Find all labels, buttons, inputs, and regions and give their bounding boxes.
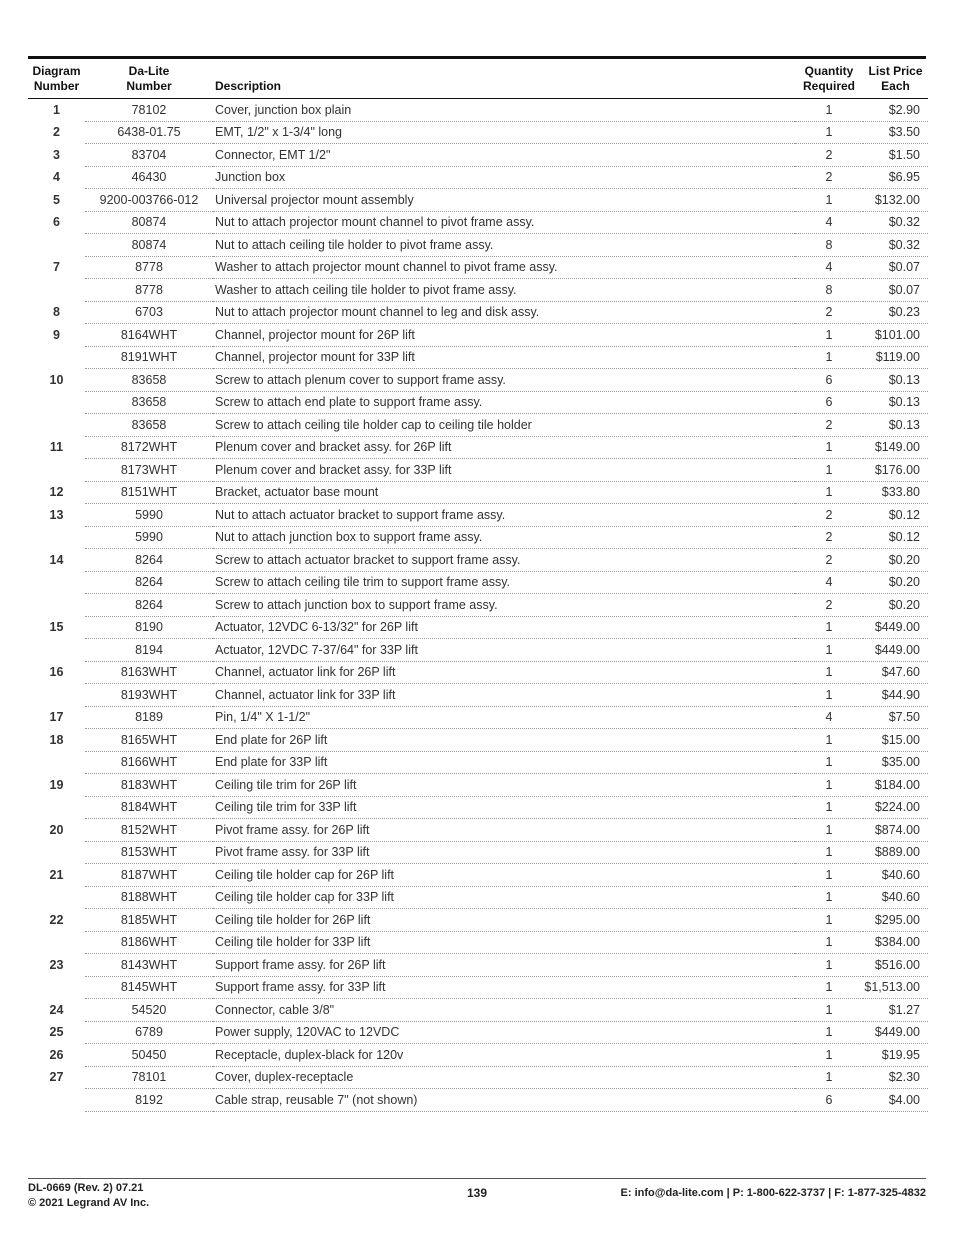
price-cell: $889.00 — [863, 841, 928, 864]
price-cell: $1.50 — [863, 144, 928, 167]
description-cell: Connector, cable 3/8" — [213, 999, 795, 1022]
parts-table-header — [28, 62, 928, 99]
description-cell: Ceiling tile holder for 33P lift — [213, 931, 795, 954]
quantity-cell: 1 — [795, 999, 863, 1022]
price-cell: $1.27 — [863, 999, 928, 1022]
diagram-number-cell: 15 — [49, 620, 64, 635]
price-cell: $449.00 — [863, 1021, 928, 1044]
description-cell: Channel, actuator link for 26P lift — [213, 661, 795, 684]
description-cell: Washer to attach ceiling tile holder to pivot frame assy. — [213, 279, 795, 302]
price-cell: $33.80 — [863, 481, 928, 504]
price-cell: $132.00 — [863, 189, 928, 212]
description-cell: Actuator, 12VDC 7-37/64" for 33P lift — [213, 639, 795, 662]
table-row — [28, 616, 928, 639]
description-cell: Nut to attach actuator bracket to support frame assy. — [213, 504, 795, 527]
header-description-label: Description — [215, 79, 282, 93]
price-cell: $2.30 — [863, 1066, 928, 1089]
header-diagram-line2: Number — [33, 79, 80, 93]
diagram-number-cell: 14 — [49, 552, 64, 567]
price-cell: $0.20 — [863, 549, 928, 572]
description-cell: Channel, projector mount for 26P lift — [213, 324, 795, 347]
diagram-number-cell — [28, 796, 85, 819]
part-number-cell: 8143WHT — [85, 954, 213, 977]
quantity-cell: 1 — [795, 121, 863, 144]
part-number-cell: 8192 — [85, 1089, 213, 1112]
part-number-cell: 8264 — [85, 571, 213, 594]
table-row — [28, 661, 928, 684]
table-row — [28, 189, 928, 212]
description-cell: Nut to attach projector mount channel to leg and disk assy. — [213, 301, 795, 324]
description-cell: End plate for 33P lift — [213, 751, 795, 774]
part-number-cell: 8166WHT — [85, 751, 213, 774]
part-number-cell: 54520 — [85, 999, 213, 1022]
price-cell: $2.90 — [863, 99, 928, 122]
parts-table-body — [28, 99, 928, 1112]
diagram-number-cell: 22 — [49, 912, 64, 927]
top-rule — [28, 56, 926, 59]
footer-rule — [28, 1178, 926, 1179]
part-number-cell: 6703 — [85, 301, 213, 324]
table-row — [28, 954, 928, 977]
part-number-cell: 8165WHT — [85, 729, 213, 752]
diagram-number-cell: 2 — [53, 125, 60, 140]
diagram-number-cell: 27 — [49, 1070, 64, 1085]
table-row — [28, 886, 928, 909]
quantity-cell: 2 — [795, 549, 863, 572]
contact-info: E: info@da-lite.com | P: 1-800-622-3737 | F: 1-877-325-4832 — [620, 1187, 926, 1199]
diagram-number-cell — [28, 279, 85, 302]
diagram-number-cell — [28, 1089, 85, 1112]
diagram-number-cell: 8 — [53, 305, 60, 320]
footer-left — [28, 1181, 149, 1211]
part-number-cell: 8193WHT — [85, 684, 213, 707]
copyright: © 2021 Legrand AV Inc. — [28, 1197, 150, 1209]
quantity-cell: 1 — [795, 886, 863, 909]
price-cell: $40.60 — [863, 864, 928, 887]
table-row — [28, 144, 928, 167]
diagram-number-cell: 3 — [53, 147, 60, 162]
part-number-cell: 8152WHT — [85, 819, 213, 842]
diagram-number-cell: 17 — [49, 710, 64, 725]
price-cell: $3.50 — [863, 121, 928, 144]
price-cell: $47.60 — [863, 661, 928, 684]
diagram-number-cell — [28, 751, 85, 774]
quantity-cell: 1 — [795, 1066, 863, 1089]
description-cell: Screw to attach junction box to support frame assy. — [213, 594, 795, 617]
header-quantity — [795, 62, 863, 99]
part-number-cell: 78102 — [85, 99, 213, 122]
part-number-cell: 8189 — [85, 706, 213, 729]
table-row — [28, 414, 928, 437]
description-cell: Screw to attach ceiling tile holder cap to ceiling tile holder — [213, 414, 795, 437]
price-cell: $19.95 — [863, 1044, 928, 1067]
header-diagram-number — [28, 62, 85, 99]
price-cell: $0.32 — [863, 234, 928, 257]
part-number-cell: 8183WHT — [85, 774, 213, 797]
table-row — [28, 211, 928, 234]
diagram-number-cell — [28, 594, 85, 617]
price-cell: $0.13 — [863, 391, 928, 414]
table-row — [28, 909, 928, 932]
table-row — [28, 706, 928, 729]
part-number-cell: 6438-01.75 — [85, 121, 213, 144]
quantity-cell: 4 — [795, 706, 863, 729]
part-number-cell: 6789 — [85, 1021, 213, 1044]
diagram-number-cell: 19 — [49, 777, 64, 792]
quantity-cell: 1 — [795, 954, 863, 977]
diagram-number-cell: 9 — [53, 327, 60, 342]
part-number-cell: 5990 — [85, 504, 213, 527]
diagram-number-cell: 21 — [49, 867, 64, 882]
description-cell: Ceiling tile trim for 33P lift — [213, 796, 795, 819]
part-number-cell: 8188WHT — [85, 886, 213, 909]
quantity-cell: 1 — [795, 346, 863, 369]
diagram-number-cell: 1 — [53, 103, 60, 117]
price-cell: $0.12 — [863, 526, 928, 549]
price-cell: $101.00 — [863, 324, 928, 347]
price-cell: $874.00 — [863, 819, 928, 842]
description-cell: Nut to attach projector mount channel to pivot frame assy. — [213, 211, 795, 234]
diagram-number-cell — [28, 391, 85, 414]
diagram-number-cell — [28, 684, 85, 707]
part-number-cell: 8185WHT — [85, 909, 213, 932]
part-number-cell: 83658 — [85, 414, 213, 437]
header-qty-line1: Quantity — [804, 64, 854, 78]
price-cell: $7.50 — [863, 706, 928, 729]
table-row — [28, 571, 928, 594]
price-cell: $0.12 — [863, 504, 928, 527]
diagram-number-cell — [28, 976, 85, 999]
header-part-number — [85, 62, 213, 99]
diagram-number-cell: 13 — [49, 507, 64, 522]
table-row — [28, 594, 928, 617]
quantity-cell: 1 — [795, 481, 863, 504]
quantity-cell: 4 — [795, 211, 863, 234]
price-cell: $0.23 — [863, 301, 928, 324]
price-cell: $0.07 — [863, 256, 928, 279]
diagram-number-cell: 24 — [49, 1002, 64, 1017]
header-price-line2: Each — [881, 79, 910, 93]
table-row — [28, 1044, 928, 1067]
description-cell: Ceiling tile holder for 26P lift — [213, 909, 795, 932]
diagram-number-cell: 23 — [49, 957, 64, 972]
part-number-cell: 80874 — [85, 234, 213, 257]
part-number-cell: 8173WHT — [85, 459, 213, 482]
quantity-cell: 2 — [795, 414, 863, 437]
price-cell: $0.20 — [863, 571, 928, 594]
diagram-number-cell: 5 — [53, 192, 60, 207]
quantity-cell: 1 — [795, 459, 863, 482]
quantity-cell: 6 — [795, 1089, 863, 1112]
header-part-line2: Number — [126, 79, 172, 93]
price-cell: $119.00 — [863, 346, 928, 369]
part-number-cell: 8163WHT — [85, 661, 213, 684]
part-number-cell: 5990 — [85, 526, 213, 549]
table-row — [28, 121, 928, 144]
price-cell: $149.00 — [863, 436, 928, 459]
quantity-cell: 1 — [795, 819, 863, 842]
part-number-cell: 8778 — [85, 279, 213, 302]
table-row — [28, 324, 928, 347]
part-number-cell: 83658 — [85, 391, 213, 414]
diagram-number-cell: 18 — [49, 732, 64, 747]
price-cell: $15.00 — [863, 729, 928, 752]
description-cell: Channel, projector mount for 33P lift — [213, 346, 795, 369]
doc-code: DL-0669 (Rev. 2) 07.21 — [28, 1182, 144, 1194]
price-cell: $0.13 — [863, 369, 928, 392]
quantity-cell: 2 — [795, 301, 863, 324]
diagram-number-cell — [28, 414, 85, 437]
part-number-cell: 8153WHT — [85, 841, 213, 864]
diagram-number-cell: 6 — [53, 215, 60, 230]
quantity-cell: 4 — [795, 256, 863, 279]
table-row — [28, 279, 928, 302]
description-cell: Cover, duplex-receptacle — [213, 1066, 795, 1089]
diagram-number-cell — [28, 234, 85, 257]
table-row — [28, 864, 928, 887]
part-number-cell: 83704 — [85, 144, 213, 167]
description-cell: Bracket, actuator base mount — [213, 481, 795, 504]
quantity-cell: 1 — [795, 976, 863, 999]
description-cell: Nut to attach ceiling tile holder to pivot frame assy. — [213, 234, 795, 257]
table-row — [28, 819, 928, 842]
diagram-number-cell — [28, 639, 85, 662]
part-number-cell: 50450 — [85, 1044, 213, 1067]
price-cell: $449.00 — [863, 639, 928, 662]
description-cell: Channel, actuator link for 33P lift — [213, 684, 795, 707]
description-cell: Ceiling tile holder cap for 33P lift — [213, 886, 795, 909]
quantity-cell: 1 — [795, 436, 863, 459]
part-number-cell: 78101 — [85, 1066, 213, 1089]
price-cell: $0.13 — [863, 414, 928, 437]
header-diagram-line1: Diagram — [32, 64, 81, 78]
table-row — [28, 639, 928, 662]
description-cell: Washer to attach projector mount channel to pivot frame assy. — [213, 256, 795, 279]
quantity-cell: 1 — [795, 864, 863, 887]
quantity-cell: 1 — [795, 931, 863, 954]
diagram-number-cell: 25 — [49, 1025, 64, 1040]
quantity-cell: 8 — [795, 234, 863, 257]
diagram-number-cell: 20 — [49, 822, 64, 837]
table-row — [28, 526, 928, 549]
quantity-cell: 4 — [795, 571, 863, 594]
part-number-cell: 8191WHT — [85, 346, 213, 369]
table-row — [28, 166, 928, 189]
table-row — [28, 436, 928, 459]
quantity-cell: 1 — [795, 729, 863, 752]
price-cell: $40.60 — [863, 886, 928, 909]
part-number-cell: 83658 — [85, 369, 213, 392]
parts-table — [28, 62, 928, 1112]
quantity-cell: 1 — [795, 1044, 863, 1067]
table-row — [28, 391, 928, 414]
description-cell: Junction box — [213, 166, 795, 189]
quantity-cell: 1 — [795, 684, 863, 707]
price-cell: $295.00 — [863, 909, 928, 932]
header-description — [213, 62, 795, 99]
description-cell: Ceiling tile holder cap for 26P lift — [213, 864, 795, 887]
table-row — [28, 481, 928, 504]
diagram-number-cell — [28, 931, 85, 954]
description-cell: EMT, 1/2" x 1-3/4" long — [213, 121, 795, 144]
part-number-cell: 8194 — [85, 639, 213, 662]
diagram-number-cell — [28, 886, 85, 909]
table-row — [28, 841, 928, 864]
part-number-cell: 8264 — [85, 549, 213, 572]
table-row — [28, 459, 928, 482]
diagram-number-cell — [28, 841, 85, 864]
description-cell: Receptacle, duplex-black for 120v — [213, 1044, 795, 1067]
part-number-cell: 8172WHT — [85, 436, 213, 459]
table-row — [28, 796, 928, 819]
description-cell: Pin, 1/4" X 1-1/2" — [213, 706, 795, 729]
description-cell: Cover, junction box plain — [213, 99, 795, 122]
part-number-cell: 9200-003766-012 — [85, 189, 213, 212]
price-cell: $449.00 — [863, 616, 928, 639]
diagram-number-cell — [28, 526, 85, 549]
quantity-cell: 1 — [795, 751, 863, 774]
part-number-cell: 8190 — [85, 616, 213, 639]
quantity-cell: 1 — [795, 189, 863, 212]
price-cell: $176.00 — [863, 459, 928, 482]
description-cell: Pivot frame assy. for 26P lift — [213, 819, 795, 842]
quantity-cell: 6 — [795, 369, 863, 392]
part-number-cell: 8186WHT — [85, 931, 213, 954]
part-number-cell: 8184WHT — [85, 796, 213, 819]
part-number-cell: 8778 — [85, 256, 213, 279]
part-number-cell: 8264 — [85, 594, 213, 617]
header-row — [28, 62, 928, 99]
price-cell: $184.00 — [863, 774, 928, 797]
table-row — [28, 1089, 928, 1112]
table-row — [28, 751, 928, 774]
price-cell: $4.00 — [863, 1089, 928, 1112]
description-cell: Cable strap, reusable 7" (not shown) — [213, 1089, 795, 1112]
quantity-cell: 1 — [795, 1021, 863, 1044]
description-cell: Plenum cover and bracket assy. for 33P lift — [213, 459, 795, 482]
description-cell: Universal projector mount assembly — [213, 189, 795, 212]
table-row — [28, 234, 928, 257]
quantity-cell: 2 — [795, 166, 863, 189]
part-number-cell: 8187WHT — [85, 864, 213, 887]
price-cell: $35.00 — [863, 751, 928, 774]
diagram-number-cell — [28, 459, 85, 482]
quantity-cell: 1 — [795, 774, 863, 797]
table-row — [28, 1066, 928, 1089]
quantity-cell: 1 — [795, 99, 863, 122]
quantity-cell: 1 — [795, 616, 863, 639]
price-cell: $224.00 — [863, 796, 928, 819]
quantity-cell: 2 — [795, 526, 863, 549]
price-cell: $0.20 — [863, 594, 928, 617]
description-cell: Ceiling tile trim for 26P lift — [213, 774, 795, 797]
table-row — [28, 99, 928, 122]
description-cell: Screw to attach actuator bracket to support frame assy. — [213, 549, 795, 572]
quantity-cell: 6 — [795, 391, 863, 414]
description-cell: Screw to attach ceiling tile trim to support frame assy. — [213, 571, 795, 594]
header-list-price — [863, 62, 928, 99]
diagram-number-cell: 7 — [53, 260, 60, 275]
table-row — [28, 684, 928, 707]
description-cell: Pivot frame assy. for 33P lift — [213, 841, 795, 864]
description-cell: Connector, EMT 1/2" — [213, 144, 795, 167]
part-number-cell: 8164WHT — [85, 324, 213, 347]
quantity-cell: 1 — [795, 909, 863, 932]
quantity-cell: 1 — [795, 639, 863, 662]
diagram-number-cell: 16 — [49, 665, 64, 680]
price-cell: $6.95 — [863, 166, 928, 189]
description-cell: Support frame assy. for 33P lift — [213, 976, 795, 999]
description-cell: End plate for 26P lift — [213, 729, 795, 752]
table-row — [28, 999, 928, 1022]
header-price-line1: List Price — [868, 64, 923, 78]
diagram-number-cell: 12 — [49, 485, 64, 500]
part-number-cell: 8145WHT — [85, 976, 213, 999]
description-cell: Actuator, 12VDC 6-13/32" for 26P lift — [213, 616, 795, 639]
diagram-number-cell — [28, 571, 85, 594]
diagram-number-cell: 10 — [49, 372, 64, 387]
header-part-line1: Da-Lite — [128, 64, 170, 78]
table-row — [28, 256, 928, 279]
price-cell: $0.32 — [863, 211, 928, 234]
quantity-cell: 2 — [795, 144, 863, 167]
price-cell: $384.00 — [863, 931, 928, 954]
diagram-number-cell: 26 — [49, 1047, 64, 1062]
page-number: 139 — [466, 1186, 488, 1200]
price-cell: $0.07 — [863, 279, 928, 302]
table-row — [28, 931, 928, 954]
table-row — [28, 976, 928, 999]
part-number-cell: 46430 — [85, 166, 213, 189]
table-row — [28, 549, 928, 572]
part-number-cell: 8151WHT — [85, 481, 213, 504]
description-cell: Nut to attach junction box to support frame assy. — [213, 526, 795, 549]
quantity-cell: 8 — [795, 279, 863, 302]
diagram-number-cell — [28, 346, 85, 369]
description-cell: Support frame assy. for 26P lift — [213, 954, 795, 977]
price-cell: $1,513.00 — [863, 976, 928, 999]
quantity-cell: 1 — [795, 324, 863, 347]
quantity-cell: 2 — [795, 594, 863, 617]
quantity-cell: 1 — [795, 796, 863, 819]
description-cell: Screw to attach end plate to support frame assy. — [213, 391, 795, 414]
price-cell: $516.00 — [863, 954, 928, 977]
part-number-cell: 80874 — [85, 211, 213, 234]
table-row — [28, 774, 928, 797]
quantity-cell: 1 — [795, 661, 863, 684]
quantity-cell: 2 — [795, 504, 863, 527]
table-row — [28, 1021, 928, 1044]
description-cell: Power supply, 120VAC to 12VDC — [213, 1021, 795, 1044]
description-cell: Plenum cover and bracket assy. for 26P lift — [213, 436, 795, 459]
table-row — [28, 301, 928, 324]
table-row — [28, 729, 928, 752]
diagram-number-cell: 11 — [49, 440, 64, 455]
header-qty-line2: Required — [802, 79, 855, 93]
diagram-number-cell: 4 — [53, 170, 60, 185]
table-row — [28, 369, 928, 392]
price-cell: $44.90 — [863, 684, 928, 707]
table-row — [28, 504, 928, 527]
description-cell: Screw to attach plenum cover to support frame assy. — [213, 369, 795, 392]
quantity-cell: 1 — [795, 841, 863, 864]
table-row — [28, 346, 928, 369]
